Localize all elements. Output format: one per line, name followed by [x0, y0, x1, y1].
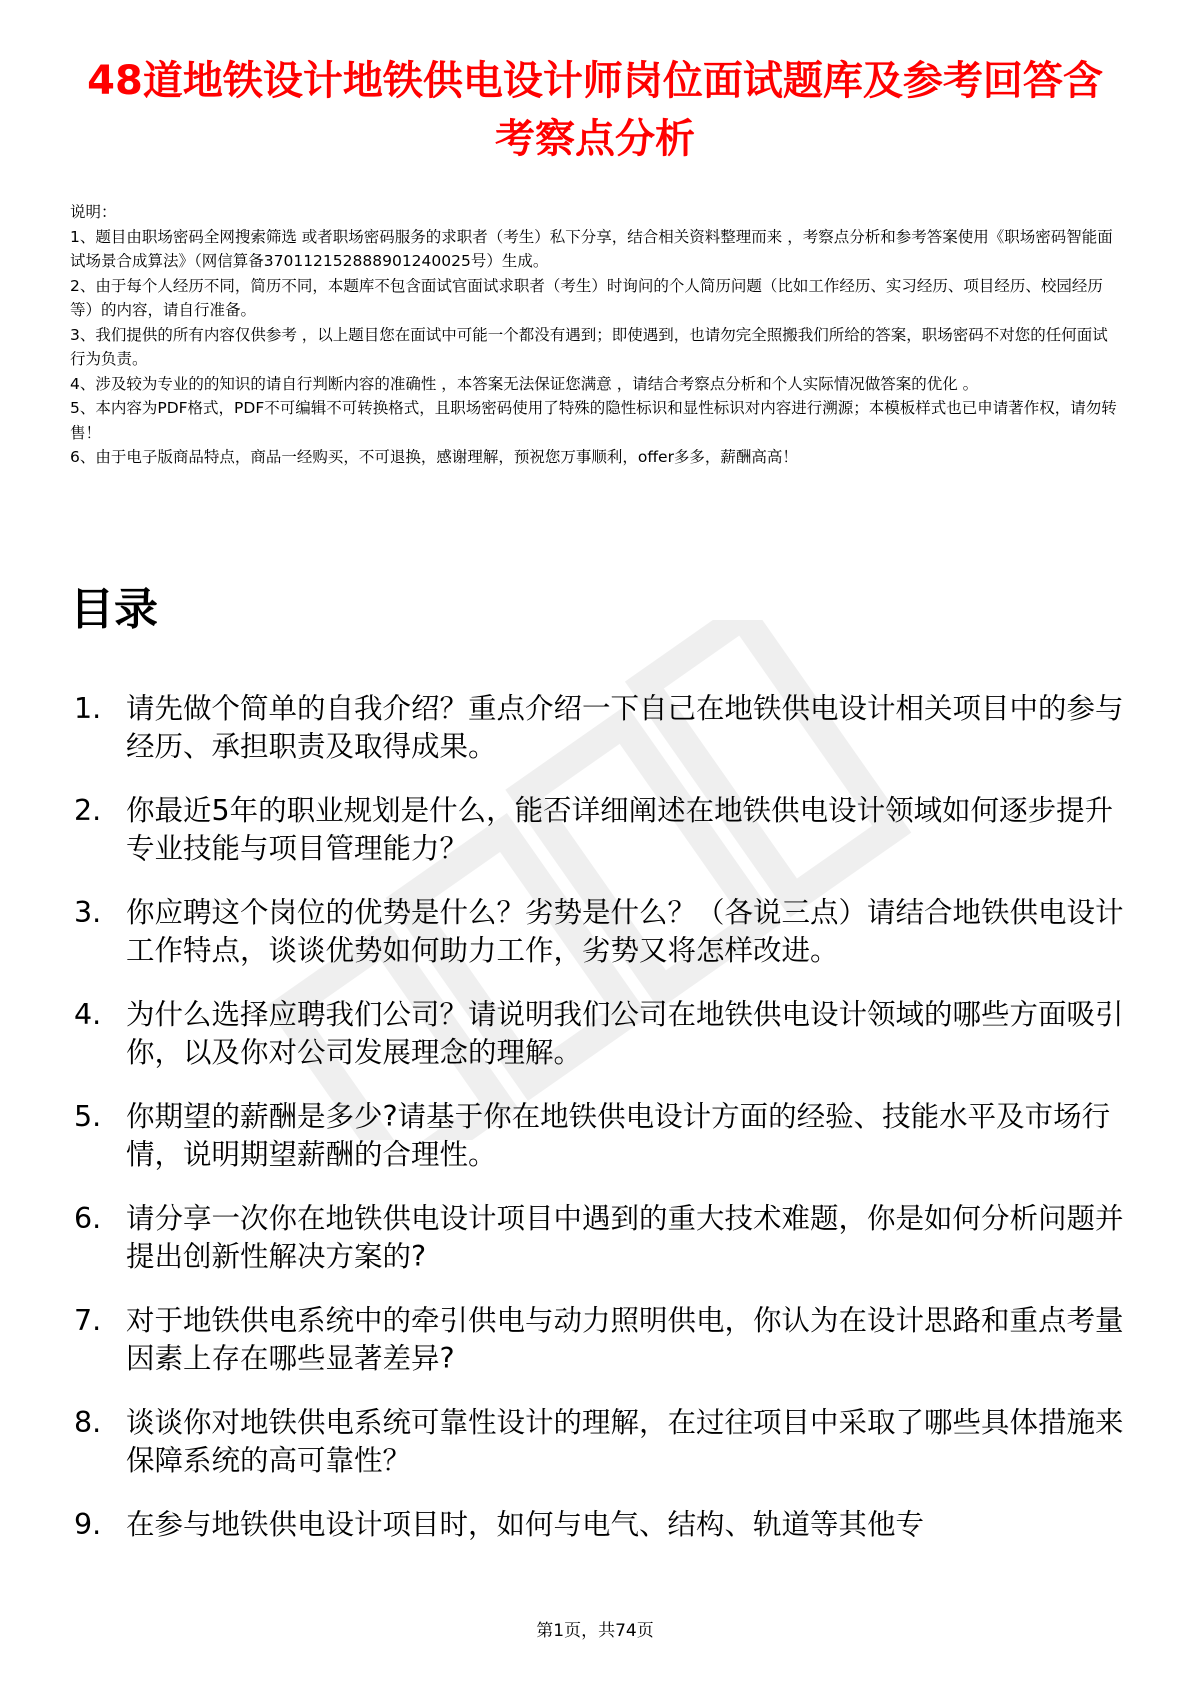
document-title: 48道地铁设计地铁供电设计师岗位面试题库及参考回答含考察点分析: [87, 58, 1103, 162]
notes-section: [70, 200, 1122, 470]
note-item: 3、我们提供的所有内容仅供参考 ，以上题目您在面试中可能一个都没有遇到；即使遇到，也请勿完全照搬我们所给的答案，职场密码不对您的任何面试行为负责。: [70, 325, 1108, 368]
toc-item-text: 在参与地铁供电设计项目时，如何与电气、结构、轨道等其他专: [126, 1508, 925, 1541]
toc-item-number: 1.: [74, 692, 102, 725]
toc-item: [70, 792, 1132, 868]
note-item: 1、题目由职场密码全网搜索筛选 或者职场密码服务的求职者（考生）私下分享，结合相关资料整理而来 ，考察点分析和参考答案使用《职场密码智能面试场景合成算法》（网信算备370112152888901240025号）生成。: [70, 227, 1113, 270]
toc-item: [70, 1404, 1132, 1480]
toc-item-text: 为什么选择应聘我们公司？请说明我们公司在地铁供电设计领域的哪些方面吸引你，以及你对公司发展理念的理解。: [126, 998, 1124, 1069]
toc-item-text: 请先做个简单的自我介绍？重点介绍一下自己在地铁供电设计相关项目中的参与经历、承担职责及取得成果。: [126, 692, 1124, 763]
toc-item-number: 3.: [74, 896, 102, 929]
toc-list: [70, 690, 1132, 1570]
page-footer: 第1页，共74页: [536, 1621, 654, 1641]
toc-item-text: 你期望的薪酬是多少?请基于你在地铁供电设计方面的经验、技能水平及市场行情，说明期望薪酬的合理性。: [126, 1100, 1111, 1171]
toc-item-number: 8.: [74, 1406, 102, 1439]
note-item: 2、由于每个人经历不同，简历不同，本题库不包含面试官面试求职者（考生）时询问的个人简历问题（比如工作经历、实习经历、项目经历、校园经历等）的内容，请自行准备。: [70, 276, 1103, 319]
note-item: 6、由于电子版商品特点，商品一经购买，不可退换，感谢理解，预祝您万事顺利，offer多多，薪酬高高！: [70, 448, 798, 466]
toc-item: [70, 1302, 1132, 1378]
toc-heading: 目录: [70, 584, 158, 635]
notes-header: 说明：: [70, 203, 117, 221]
toc-item-number: 2.: [74, 794, 102, 827]
toc-item-number: 5.: [74, 1100, 102, 1133]
note-item: 4、涉及较为专业的的知识的请自行判断内容的准确性 ，本答案无法保证您满意 ，请结合考察点分析和个人实际情况做答案的优化 。: [70, 374, 979, 393]
toc-item-text: 对于地铁供电系统中的牵引供电与动力照明供电，你认为在设计思路和重点考量因素上存在哪些显著差异?: [126, 1304, 1124, 1375]
toc-item-text: 请分享一次你在地铁供电设计项目中遇到的重大技术难题，你是如何分析问题并提出创新性解决方案的?: [126, 1202, 1124, 1273]
toc-item: [70, 1506, 1132, 1544]
toc-item-number: 7.: [74, 1304, 102, 1337]
toc-item-number: 6.: [74, 1202, 102, 1235]
toc-item-text: 谈谈你对地铁供电系统可靠性设计的理解，在过往项目中采取了哪些具体措施来保障系统的高可靠性？: [126, 1406, 1124, 1477]
toc-item: [70, 894, 1132, 970]
toc-item: [70, 690, 1132, 766]
toc-item-text: 你应聘这个岗位的优势是什么？劣势是什么？（各说三点）请结合地铁供电设计工作特点，谈谈优势如何助力工作，劣势又将怎样改进。: [126, 896, 1124, 967]
toc-item: [70, 1098, 1132, 1174]
toc-item-number: 4.: [74, 998, 102, 1031]
toc-item-text: 你最近5年的职业规划是什么，能否详细阐述在地铁供电设计领域如何逐步提升专业技能与项目管理能力？: [126, 794, 1114, 865]
note-item: 5、本内容为PDF格式，PDF不可编辑不可转换格式，且职场密码使用了特殊的隐性标识和显性标识对内容进行溯源；本模板样式也已申请著作权，请勿转售！: [70, 399, 1117, 442]
toc-item: [70, 996, 1132, 1072]
toc-item: [70, 1200, 1132, 1276]
toc-item-number: 9.: [74, 1508, 102, 1541]
